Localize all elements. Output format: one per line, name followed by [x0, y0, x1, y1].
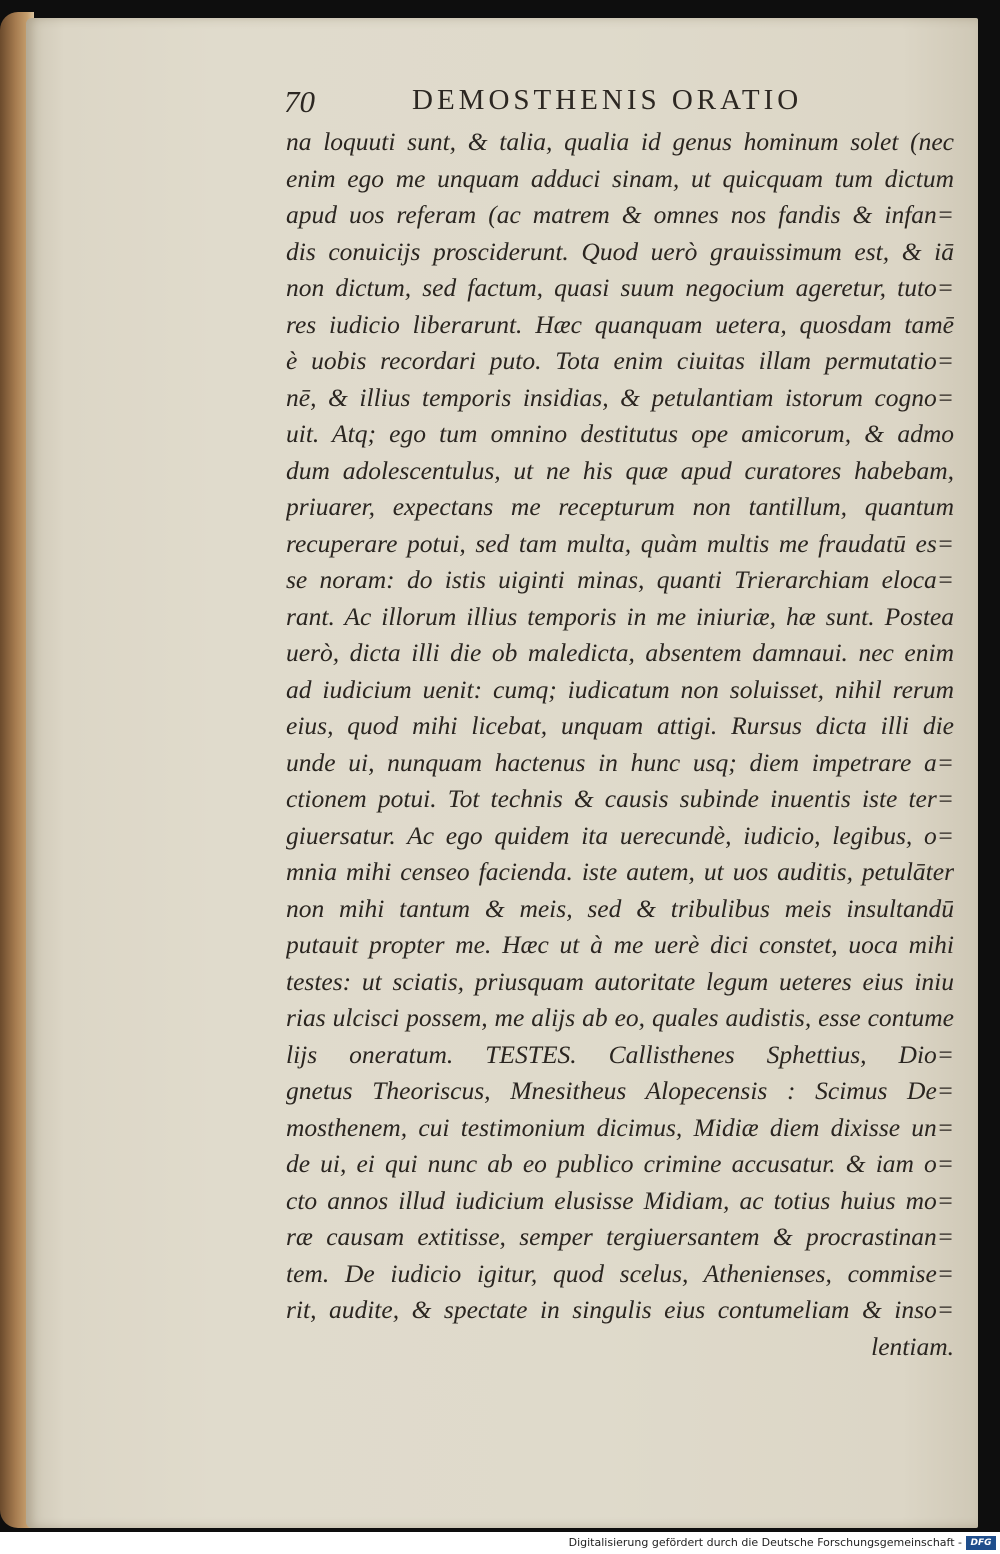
- text-line: recuperare potui, sed tam multa, quàm multis me fraudatū es=: [286, 528, 954, 558]
- text-line: ræ causam extitisse, semper tergiuersantem & procrastinan=: [286, 1222, 954, 1251]
- running-head: DEMOSTHENIS ORATIO: [412, 84, 803, 116]
- text-line: mosthenem, cui testimonium dicimus, Midiæ diem dixisse un=: [286, 1112, 954, 1142]
- text-line: uerò, dicta illi die ob maledicta, absentem damnaui. nec enim: [286, 638, 954, 667]
- text-line: nē, & illius temporis insidias, & petulantiam istorum cogno=: [286, 382, 954, 412]
- dfg-logo-icon: DFG: [966, 1536, 996, 1550]
- text-line: tem. De iudicio igitur, quod scelus, Athenienses, commise=: [286, 1258, 954, 1288]
- text-line: mnia mihi censeo facienda. iste autem, ut uos auditis, petulāter: [286, 857, 954, 886]
- text-line: dum adolescentulus, ut ne his quæ apud curatores habebam,: [286, 455, 954, 485]
- text-line: rias ulcisci possem, me alijs ab eo, quales audistis, esse contume: [286, 1003, 954, 1032]
- text-line: lentiam.: [871, 1331, 954, 1361]
- text-line: eius, quod mihi licebat, unquam attigi. Rursus dicta illi die: [286, 711, 954, 740]
- text-line: unde ui, nunquam hactenus in hunc usq; diem impetrare a=: [286, 747, 954, 777]
- page-number: 70: [284, 84, 315, 119]
- text-line: rit, audite, & spectate in singulis eius contumeliam & inso=: [286, 1295, 954, 1324]
- text-line: na loquuti sunt, & talia, qualia id genus hominum solet (nec: [286, 127, 954, 156]
- text-line: enim ego me unquam adduci sinam, ut quicquam tum dictum: [286, 163, 954, 193]
- text-line: è uobis recordari puto. Tota enim ciuitas illam permutatio=: [286, 346, 954, 375]
- text-line: testes: ut sciatis, priusquam autoritate legum ueteres eius iniu: [286, 966, 954, 996]
- text-line: cto annos illud iudicium elusisse Midiam, ac totius huius mo=: [286, 1185, 954, 1215]
- text-line: dis conuicijs prosciderunt. Quod uerò grauissimum est, & iā: [286, 236, 954, 266]
- text-line: res iudicio liberarunt. Hæc quanquam uetera, quosdam tamē: [286, 309, 954, 339]
- text-line: ad iudicium uenit: cumq; iudicatum non soluisset, nihil rerum: [286, 674, 954, 704]
- text-line: gnetus Theoriscus, Mnesitheus Alopecensis : Scimus De=: [286, 1076, 954, 1105]
- footer-bar: [0, 1532, 1000, 1554]
- text-line: lijs oneratum. TESTES. Callisthenes Sphettius, Dio=: [286, 1039, 954, 1069]
- text-line: uit. Atq; ego tum omnino destitutus ope amicorum, & admo: [286, 419, 954, 448]
- text-line: apud uos referam (ac matrem & omnes nos fandis & infan=: [286, 200, 954, 229]
- text-line: priuarer, expectans me recepturum non tantillum, quantum: [286, 492, 954, 521]
- text-line: putauit propter me. Hæc ut à me uerè dici constet, uoca mihi: [286, 930, 954, 959]
- text-block: [286, 124, 954, 1365]
- text-line: ctionem potui. Tot technis & causis subinde inuentis iste ter=: [286, 784, 954, 813]
- text-line: de ui, ei qui nunc ab eo publico crimine accusatur. & iam o=: [286, 1149, 954, 1178]
- text-line: rant. Ac illorum illius temporis in me iniuriæ, hæ sunt. Postea: [286, 601, 954, 631]
- funding-notice: Digitalisierung gefördert durch die Deutsche Forschungsgemeinschaft -: [568, 1536, 962, 1549]
- text-line: non mihi tantum & meis, sed & tribulibus meis insultandū: [286, 893, 954, 923]
- text-line: giuersatur. Ac ego quidem ita uerecundè, iudicio, legibus, o=: [286, 820, 954, 850]
- text-line: se noram: do istis uiginti minas, quanti Trierarchiam eloca=: [286, 565, 954, 594]
- text-line: non dictum, sed factum, quasi suum negocium ageretur, tuto=: [286, 273, 954, 302]
